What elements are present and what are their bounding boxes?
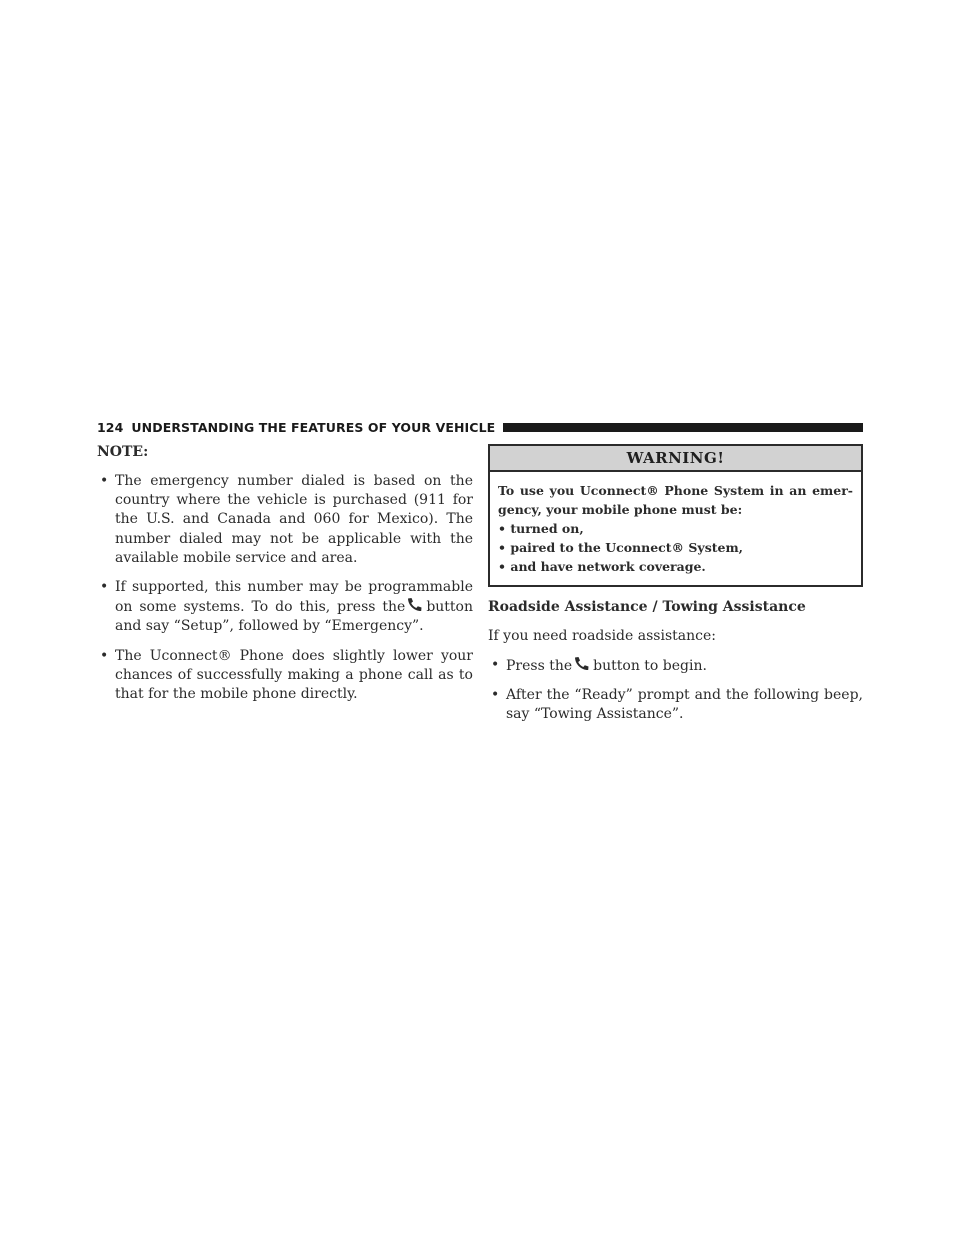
warning-box (488, 444, 863, 587)
page-header (97, 418, 863, 436)
warning-item: • paired to the Uconnect® System, (498, 540, 744, 555)
warning-item: • turned on, (498, 521, 584, 536)
phone-handset-icon (573, 656, 591, 672)
bullet-text-before: Press the (506, 658, 573, 674)
warning-body (490, 472, 861, 585)
section-intro: If you need roadside assistance: (488, 628, 716, 644)
warning-item: • and have network coverage. (498, 559, 706, 574)
bullet-text-before: If supported, this number may be programmable on some systems. To do this, press the (115, 579, 473, 616)
bullet-text-after: button to begin. (593, 658, 707, 674)
list-item (97, 647, 473, 705)
phone-handset-icon (406, 597, 424, 613)
list-item (97, 472, 473, 568)
warning-title: WARNING! (490, 446, 861, 472)
note-label: NOTE: (97, 444, 149, 460)
bullet-dot: • (491, 657, 500, 673)
bullet-dot: • (100, 647, 109, 664)
bullet-dot: • (100, 473, 109, 489)
list-item (97, 578, 473, 637)
list-item (488, 686, 863, 724)
bullet-text-after: button and say “Setup”, followed by “Emergency”. (115, 599, 473, 635)
left-column (97, 444, 473, 714)
bullet-dot: • (100, 579, 109, 596)
bullet-text: The Uconnect® Phone does slightly lower your chances of successfully making a phone call as to that for the mobile phone directly. (115, 647, 473, 703)
list-item (488, 656, 863, 676)
bullet-dot: • (491, 687, 500, 704)
chapter-title: UNDERSTANDING THE FEATURES OF YOUR VEHICLE (131, 419, 496, 435)
bullet-text: The emergency number dialed is based on the country where the vehicle is purchased (911 for the U.S. and Canada and 060 for Mexico). The number dialed may not be applicable with the available mobile service and area. (115, 473, 473, 566)
bullet-text: After the “Ready” prompt and the following beep, say “Towing Assistance”. (506, 687, 863, 723)
header-rule (503, 423, 863, 432)
right-column (488, 444, 863, 735)
warning-lead: To use you Uconnect® Phone System in an emer-gency, your mobile phone must be: (498, 483, 853, 517)
page-number: 124 (97, 419, 124, 435)
section-title: Roadside Assistance / Towing Assistance (488, 599, 806, 615)
